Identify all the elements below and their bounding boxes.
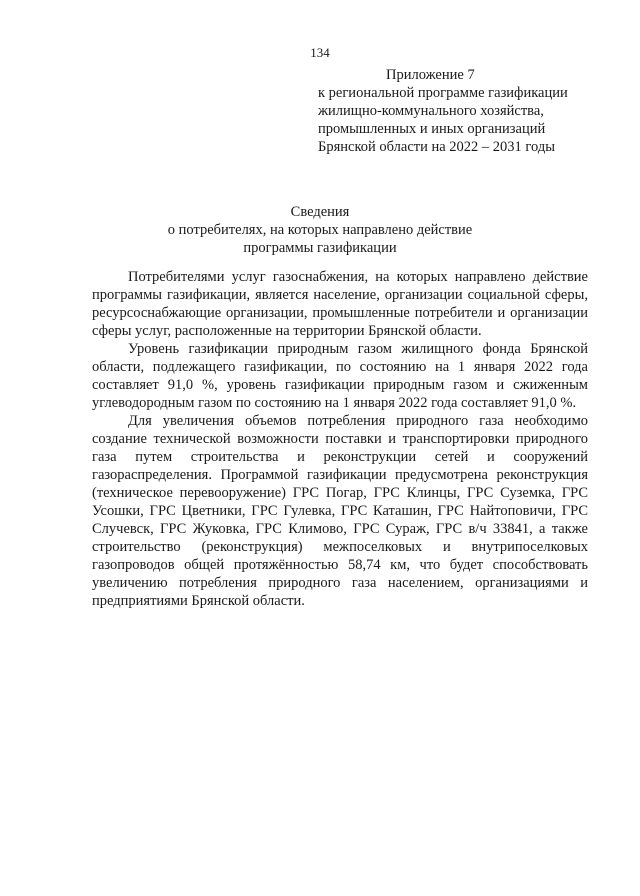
heading-title: Сведения bbox=[290, 204, 350, 220]
appendix-line: Брянской области на 2022 – 2031 годы bbox=[318, 139, 555, 155]
document-heading bbox=[0, 203, 640, 257]
paragraph: Для увеличения объемов потребления природного газа необходимо создание технической возможности поставки и транспортировки природного газа путем строительства и реконструкции сетей и сооружений газораспределения. Программой газификации предусмотрена реконструкция (техническое перевооружение) ГРС Погар, ГРС Клинцы, ГРС Суземка, ГРС Усошки, ГРС Цветники, ГРС Гулевка, ГРС Каташин, ГРС Найтоповичи, ГРС Случевск, ГРС Жуковка, ГРС Климово, ГРС Сураж, ГРС в/ч 33841, а также строительство (реконструкция) межпоселковых и внутрипоселковых газопроводов общей протяжённостью 58,74 км, что будет способствовать увеличению потребления природного газа населением, организациями и предприятиями Брянской области. bbox=[92, 413, 588, 609]
appendix-block bbox=[318, 66, 618, 156]
appendix-title: Приложение 7 bbox=[386, 67, 475, 83]
page-number: 134 bbox=[310, 45, 330, 60]
heading-line: программы газификации bbox=[243, 240, 397, 256]
document-body bbox=[92, 268, 588, 610]
heading-line: о потребителях, на которых направлено действие bbox=[167, 222, 473, 238]
paragraph: Уровень газификации природным газом жилищного фонда Брянской области, подлежащего газификации, по состоянию на 1 января 2022 года составляет 91,0 %, уровень газификации природным газом и сжиженным углеводородным газом по состоянию на 1 января 2022 года составляет 91,0 %. bbox=[92, 341, 588, 411]
appendix-line: жилищно-коммунального хозяйства, bbox=[318, 103, 544, 119]
appendix-line: к региональной программе газификации bbox=[318, 85, 568, 101]
appendix-line: промышленных и иных организаций bbox=[318, 121, 546, 137]
paragraph: Потребителями услуг газоснабжения, на которых направлено действие программы газификации, является население, организации социальной сферы, ресурсоснабжающие организации, промышленные потребители и организации сферы услуг, расположенные на территории Брянской области. bbox=[92, 269, 588, 339]
